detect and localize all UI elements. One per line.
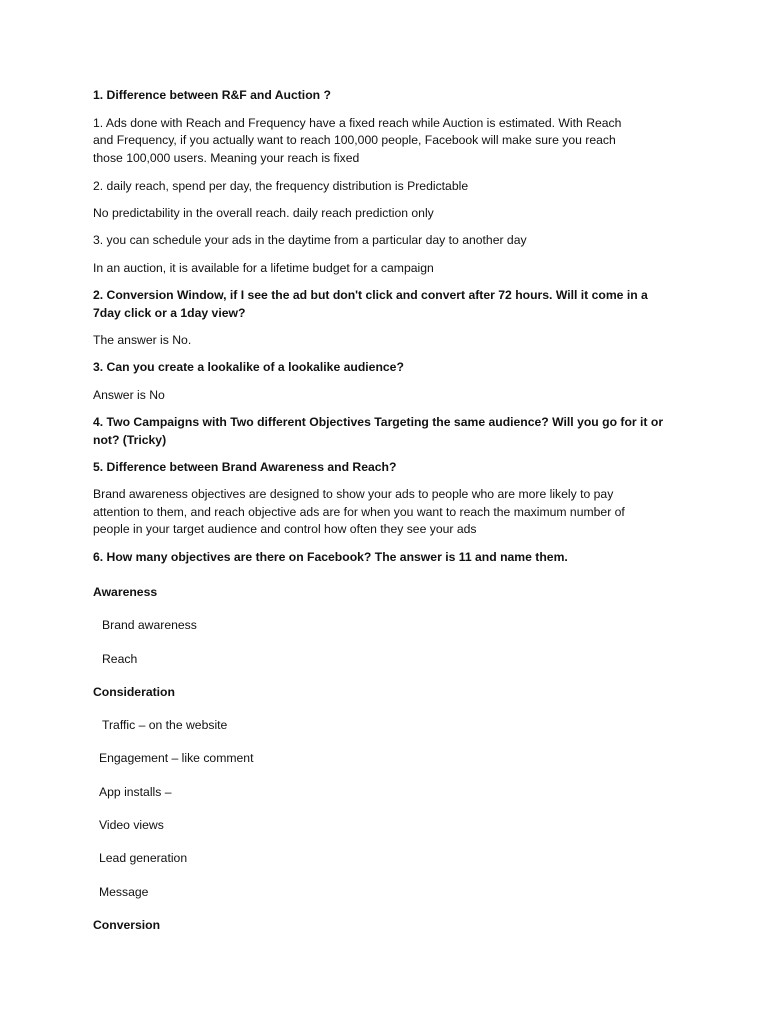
question-1-title: 1. Difference between R&F and Auction ? (93, 88, 331, 102)
question-2-title-line-2: 7day click or a 1day view? (93, 306, 246, 320)
objective-app-installs: App installs – (99, 785, 172, 799)
question-5-answer-line-2: attention to them, and reach objective ads are for when you want to reach the maximum number of (93, 505, 625, 519)
question-2-answer: The answer is No. (93, 333, 192, 347)
question-1-answer-2: 2. daily reach, spend per day, the frequency distribution is Predictable (93, 179, 469, 193)
question-2-title-line-1: 2. Conversion Window, if I see the ad but don't click and convert after 72 hours. Will it come in a (93, 288, 648, 302)
objective-traffic: Traffic – on the website (102, 718, 228, 732)
category-awareness: Awareness (93, 585, 158, 599)
objective-video-views: Video views (99, 818, 164, 832)
question-3-answer: Answer is No (93, 388, 165, 402)
question-1-answer-3: 3. you can schedule your ads in the daytime from a particular day to another day (93, 233, 527, 247)
question-1-answer-1-line-2: and Frequency, if you actually want to reach 100,000 people, Facebook will make sure you reach (93, 133, 616, 147)
question-1-answer-1-line-3: those 100,000 users. Meaning your reach is fixed (93, 151, 360, 165)
question-3-title: 3. Can you create a lookalike of a lookalike audience? (93, 360, 404, 374)
question-5-answer-line-3: people in your target audience and control how often they see your ads (93, 522, 477, 536)
question-4-title-line-2: not? (Tricky) (93, 433, 167, 447)
question-1-answer-2b: No predictability in the overall reach. daily reach prediction only (93, 206, 434, 220)
objective-message: Message (99, 885, 149, 899)
question-1-answer-1-line-1: 1. Ads done with Reach and Frequency have a fixed reach while Auction is estimated. With Reach (93, 116, 622, 130)
question-5-answer-line-1: Brand awareness objectives are designed to show your ads to people who are more likely to pay (93, 487, 614, 501)
objective-reach: Reach (102, 652, 138, 666)
objective-brand-awareness: Brand awareness (102, 618, 197, 632)
category-conversion: Conversion (93, 918, 161, 932)
question-6-title: 6. How many objectives are there on Facebook? The answer is 11 and name them. (93, 550, 568, 564)
question-1-answer-3b: In an auction, it is available for a lifetime budget for a campaign (93, 261, 434, 275)
objective-lead-generation: Lead generation (99, 851, 188, 865)
question-5-title: 5. Difference between Brand Awareness and Reach? (93, 460, 397, 474)
objective-engagement: Engagement – like comment (99, 751, 254, 765)
category-consideration: Consideration (93, 685, 175, 699)
question-4-title-line-1: 4. Two Campaigns with Two different Objectives Targeting the same audience? Will you go for it or (93, 415, 664, 429)
